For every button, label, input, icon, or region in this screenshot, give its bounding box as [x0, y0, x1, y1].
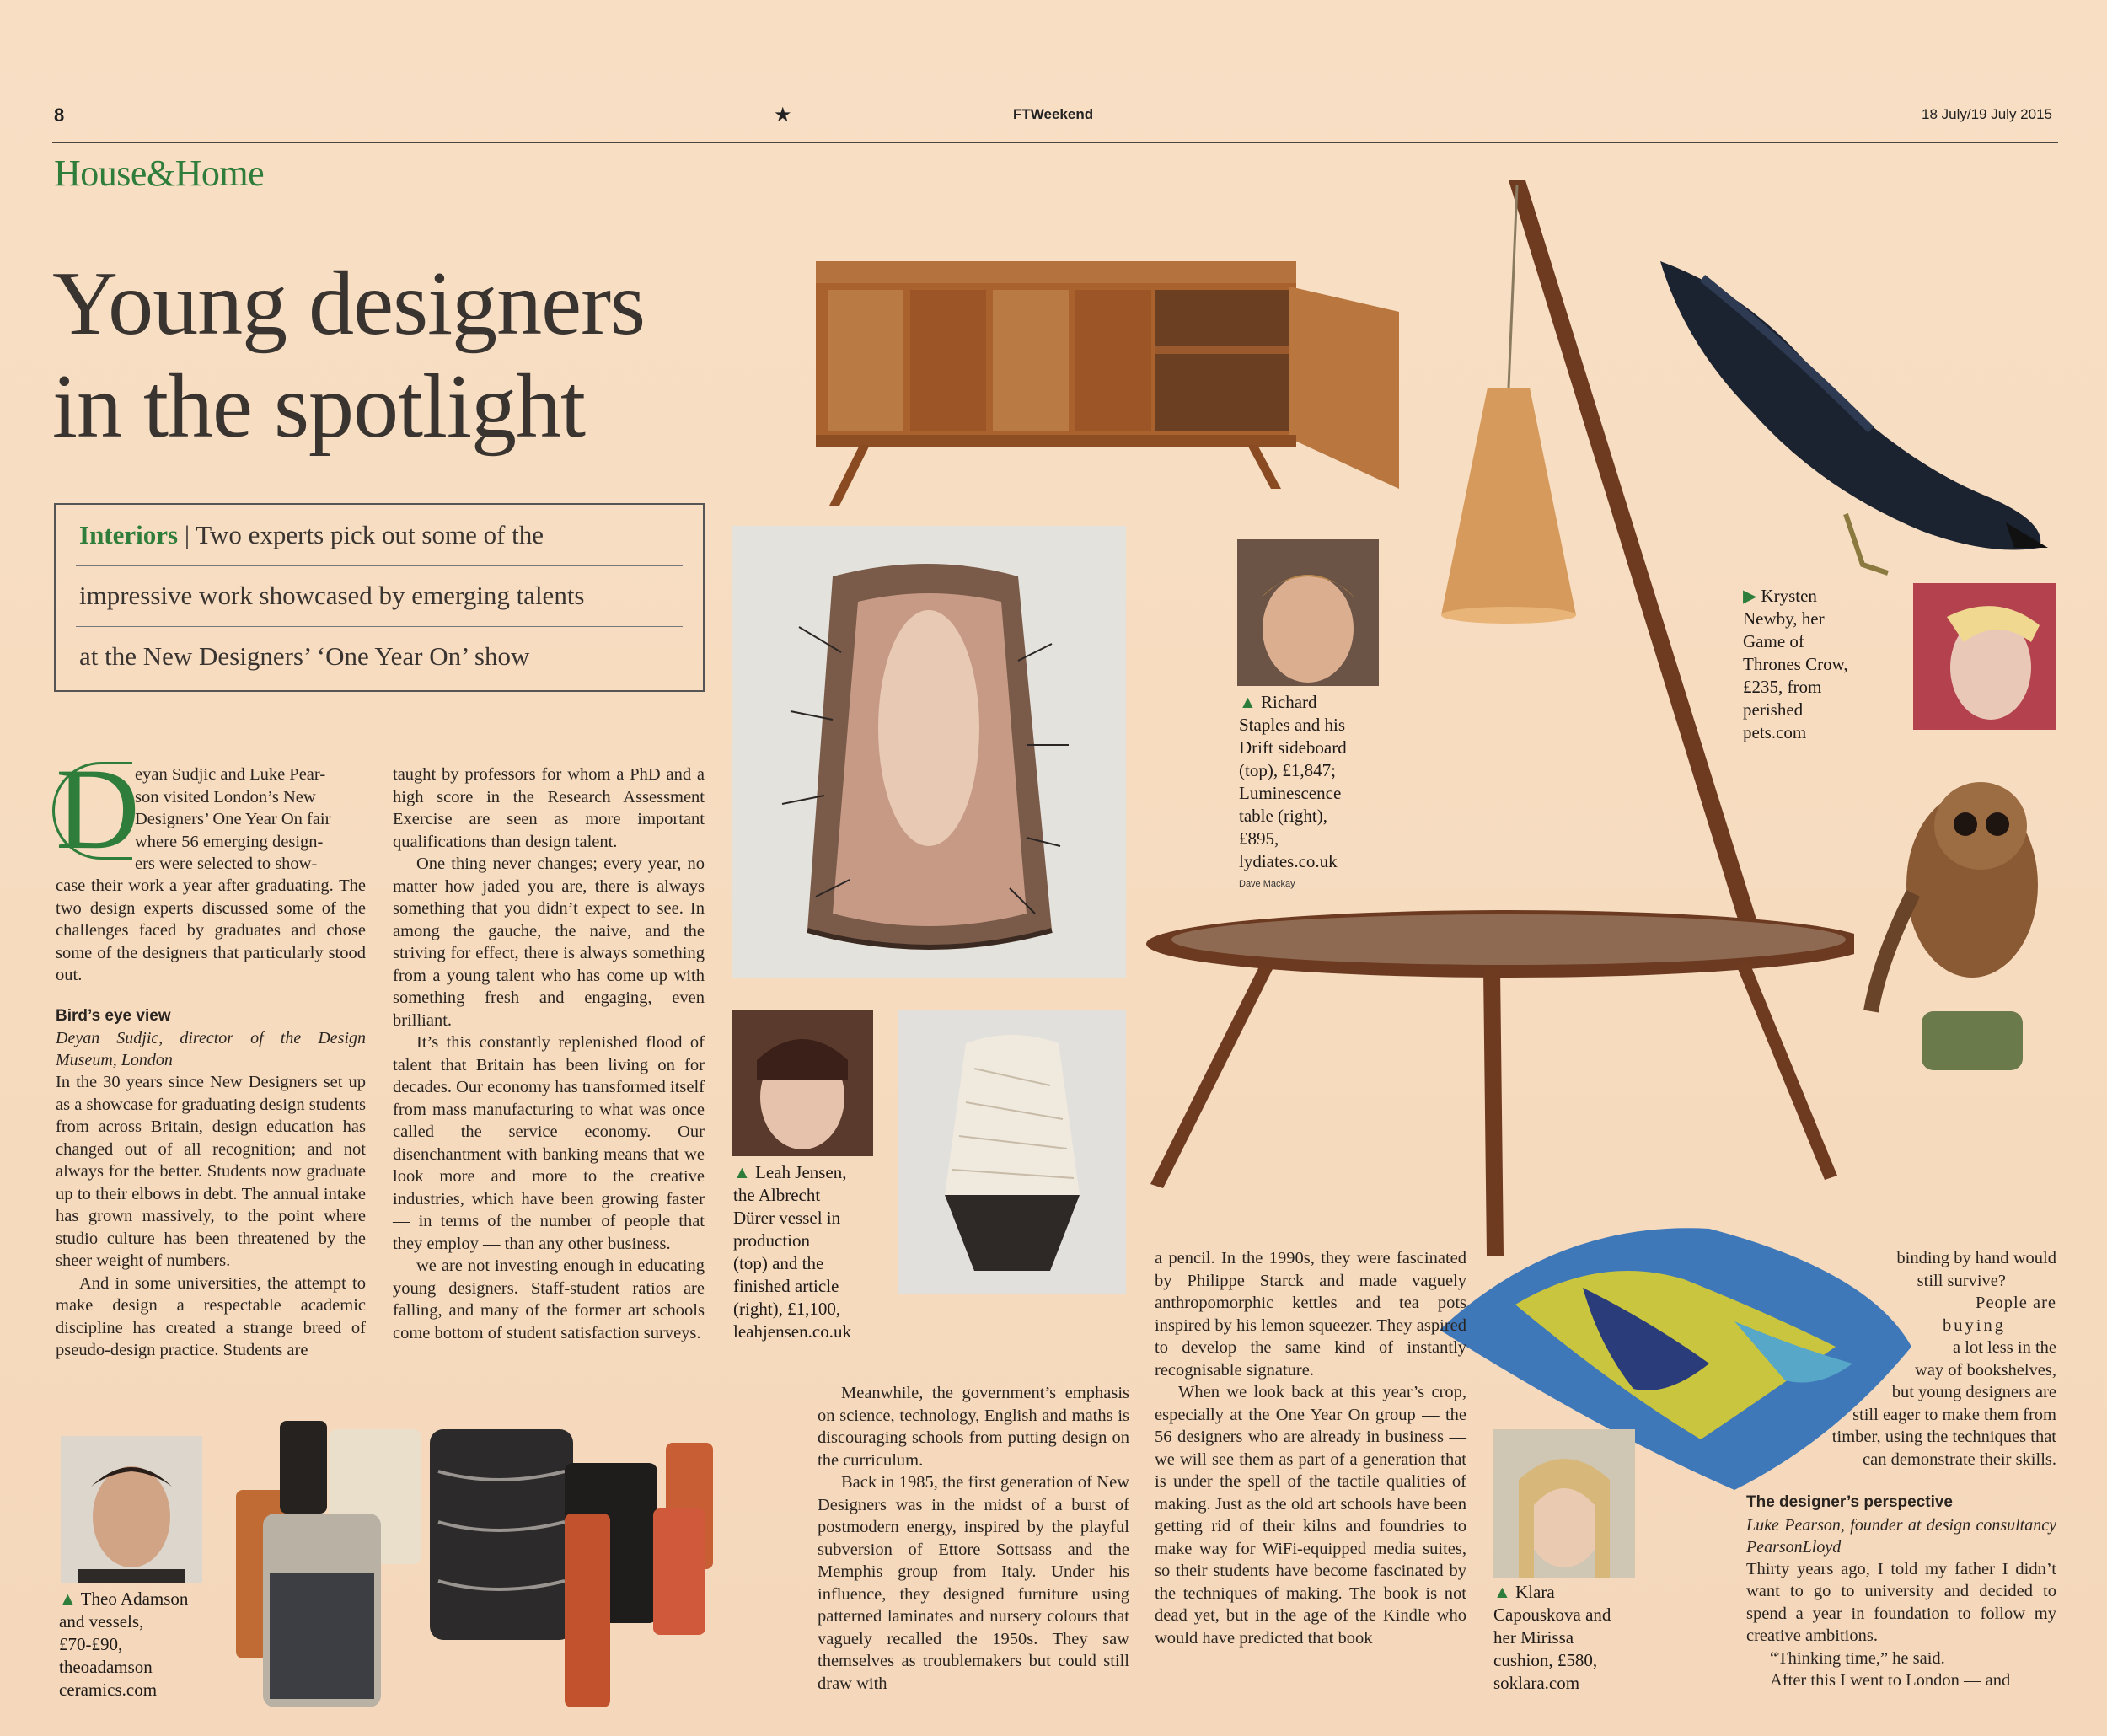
caption-line: Luminescence [1239, 783, 1342, 803]
paragraph: When we look back at this year’s crop, especially at the One Year On group — the 56 designers who are already in business — we will see them as part of a generation that is under the spell of the tactile qualities of making. Just as the old art schools have been getting rid of their kilns and foundries to make way for WiFi-equipped media suites, so their students have become fascinated by the techniques of making. The book is not dead yet, but in the age of the Kindle who would have predicted that book [1155, 1383, 1466, 1648]
headline-line-2: in the spotlight [52, 356, 585, 457]
klara-capouskova-photo [1493, 1429, 1635, 1578]
caption-line: Newby, her [1743, 608, 1825, 629]
caption-line: (top) and the [733, 1253, 824, 1273]
standfirst-kicker: Interiors [79, 520, 179, 549]
wrap-line: way of bookshelves, [1915, 1360, 2056, 1380]
caption-line: Richard [1261, 692, 1317, 712]
caption-line: Klara [1515, 1582, 1555, 1602]
column-5-wrap [1719, 1247, 2056, 1471]
page-number: 8 [54, 104, 65, 126]
byline-pearson: Luke Pearson, founder at design consultancy PearsonLloyd [1746, 1515, 2056, 1557]
caption-line: perished [1743, 699, 1804, 720]
caption-line: production [733, 1230, 810, 1251]
wrap-line: still survive? [1917, 1271, 2006, 1290]
caption-line: table (right), [1239, 806, 1327, 826]
wrap-line: but young designers are [1891, 1383, 2056, 1401]
standfirst-rule [76, 565, 683, 566]
triangle-up-icon: ▲ [1493, 1582, 1511, 1602]
standfirst-line-2: impressive work showcased by emerging talents [79, 581, 585, 610]
column-3 [818, 1382, 1129, 1695]
caption-line: Capouskova and [1493, 1605, 1611, 1625]
caption-line: Dürer vessel in [733, 1208, 841, 1228]
caption-line: lydiates.co.uk [1239, 851, 1338, 871]
wrap-line: timber, using the techniques that [1831, 1428, 2056, 1446]
caption-line: ceramics.com [59, 1680, 158, 1700]
paragraph: taught by professors for whom a PhD and a high score in the Research Assessment Exercise are seen as more important qualifications than design talent. [393, 765, 705, 851]
paragraph: “Thinking time,” he said. [1770, 1648, 1945, 1668]
wrap-line: People are [1976, 1294, 2056, 1312]
wrap-line: buying [1943, 1315, 2006, 1335]
triangle-up-icon: ▲ [1239, 692, 1257, 712]
masthead: FTWeekend [1013, 106, 1094, 122]
caption-line: Staples and his [1239, 715, 1345, 735]
intro-line: eyan Sudjic and Luke Pear- [135, 765, 326, 784]
standfirst-line-1 [79, 520, 678, 550]
crow-image [1652, 244, 2056, 598]
photo-credit: Dave Mackay [1239, 879, 1295, 889]
column-4 [1155, 1247, 1466, 1649]
standfirst-rule [76, 626, 683, 627]
caption-line: Krysten [1761, 586, 1817, 606]
caption-line: Game of [1743, 631, 1804, 651]
intro-paragraph: case their work a year after graduating. The two design experts discussed some of the challenges faced by graduates and chose some of the designers that particularly stood out. [56, 876, 366, 984]
header-rule [52, 142, 2058, 143]
paragraph: Meanwhile, the government’s emphasis on science, technology, English and maths is discouraging schools from putting design on the curriculum. [818, 1384, 1129, 1470]
caption-line: £235, from [1743, 677, 1822, 697]
byline-sudjic: Deyan Sudjic, director of the Design Museum, London [56, 1029, 366, 1069]
caption-line: £895, [1239, 828, 1279, 849]
headline-line-1: Young designers [52, 254, 646, 354]
caption-line: and vessels, [59, 1611, 144, 1632]
paragraph: we are not investing enough in educating young designers. Staff-student ratios are falling, and many of the former art schools come bottom of student satisfaction surveys. [393, 1256, 705, 1342]
caption-line: soklara.com [1493, 1673, 1580, 1693]
theo-adamson-photo [61, 1436, 202, 1583]
caption-klara [1493, 1581, 1645, 1695]
caption-line: Leah Jensen, [755, 1162, 847, 1182]
paragraph: And in some universities, the attempt to make design a respectable academic discipline has created a strange breed of pseudo-design practice. Students are [56, 1273, 366, 1359]
caption-leah [733, 1161, 902, 1343]
section-title: House&Home [54, 153, 265, 194]
triangle-up-icon: ▲ [59, 1589, 77, 1609]
star-icon: ★ [774, 104, 792, 126]
paragraph: One thing never changes; every year, no matter how jaded you are, there is always something that you didn’t expect to see. In among the gauche, the naive, and the striving for effect, there is always something from a young talent who has come up with something fresh and engaging, even brilliant. [393, 855, 705, 1030]
caption-line: cushion, £580, [1493, 1650, 1598, 1670]
column-1 [56, 875, 366, 1362]
column-5 [1746, 1492, 2056, 1692]
krysten-newby-photo [1913, 583, 2056, 730]
wrap-line: a lot less in the [1953, 1338, 2056, 1357]
ceramic-vessels-image [228, 1421, 733, 1707]
column-2 [393, 764, 705, 1344]
paragraph: Thirty years ago, I told my father I didn’t want to go to university and decided to spend a year in foundation to follow my creative ambitions. [1746, 1559, 2056, 1645]
caption-line: Thrones Crow, [1743, 654, 1848, 674]
finished-vessel-image [898, 1010, 1126, 1294]
intro-line: son visited London’s New [135, 787, 316, 806]
subhead-birds-eye: Bird’s eye view [56, 1006, 171, 1025]
standfirst-text-1: | Two experts pick out some of the [178, 520, 544, 549]
caption-line: her Mirissa [1493, 1627, 1574, 1648]
wrap-line: still eager to make them from [1852, 1405, 2056, 1424]
issue-date: 18 July/19 July 2015 [1922, 106, 2052, 122]
paragraph: In the 30 years since New Designers set up as a showcase for graduating design students from across Britain, design education has changed out of all recognition; and not always for the better. Students now graduate up to their elbows in debt. The annual intake has grown massively, to the point where studio culture has been threatened by the sheer weight of numbers. [56, 1073, 366, 1270]
caption-line: the Albrecht [733, 1185, 821, 1205]
caption-line: (right), £1,100, [733, 1299, 841, 1319]
wrap-line: can demonstrate their skills. [1863, 1449, 2056, 1469]
caption-line: Drift sideboard [1239, 737, 1347, 758]
intro-line: Designers’ One Year On fair [135, 810, 331, 828]
paragraph: a pencil. In the 1990s, they were fascinated by Philippe Starck and made vaguely anthropomorphic kettles and tea pots inspired by his lemon squeezer. They aspired to develop the same kind of instantly recognisable signature. [1155, 1249, 1466, 1380]
standfirst-line-3: at the New Designers’ ‘One Year On’ show [79, 641, 530, 671]
wrap-line: binding by hand would [1896, 1249, 2056, 1267]
caption-line: pets.com [1743, 722, 1807, 742]
owl-image [1863, 758, 2040, 1072]
intro-line: where 56 emerging design- [135, 832, 324, 851]
caption-line: leahjensen.co.uk [733, 1321, 851, 1342]
caption-line: theoadamson [59, 1657, 153, 1677]
intro-line: ers were selected to show- [135, 855, 318, 873]
subhead-designers-perspective: The designer’s perspective [1746, 1493, 1953, 1511]
durer-vessel-image [732, 526, 1126, 978]
paragraph: It’s this constantly replenished flood of talent that Britain has been living on for decades. Our economy has transformed itself from mass manufacturing to what was once called the service economy. Our disenchantment with banking means that we look more and more to the creative industries, which have been growing faster — in terms of the number of people that they employ — than any other business. [393, 1033, 705, 1253]
intro-lines [135, 764, 364, 876]
caption-theo [59, 1588, 228, 1701]
caption-krysten [1743, 585, 1895, 744]
triangle-up-icon: ▲ [733, 1162, 751, 1182]
caption-line: finished article [733, 1276, 839, 1296]
paragraph: After this I went to London — and [1770, 1671, 2011, 1690]
caption-line: (top), £1,847; [1239, 760, 1336, 780]
leah-jensen-photo [732, 1010, 873, 1156]
caption-line: £70-£90, [59, 1634, 123, 1654]
triangle-right-icon: ▶ [1743, 586, 1757, 606]
dropcap: D [56, 744, 140, 873]
caption-line: Theo Adamson [80, 1589, 189, 1609]
standfirst-box [54, 503, 705, 692]
paragraph: Back in 1985, the first generation of New Designers was in the midst of a burst of postmodern energy, inspired by the playful subversion of Ettore Sottsass and the Memphis group from Italy. Under his influence, they designed furniture using patterned laminates and nursery colours that vaguely recalled the 1950s. They saw themselves as troublemakers but could still draw with [818, 1473, 1129, 1693]
headline [52, 253, 726, 458]
